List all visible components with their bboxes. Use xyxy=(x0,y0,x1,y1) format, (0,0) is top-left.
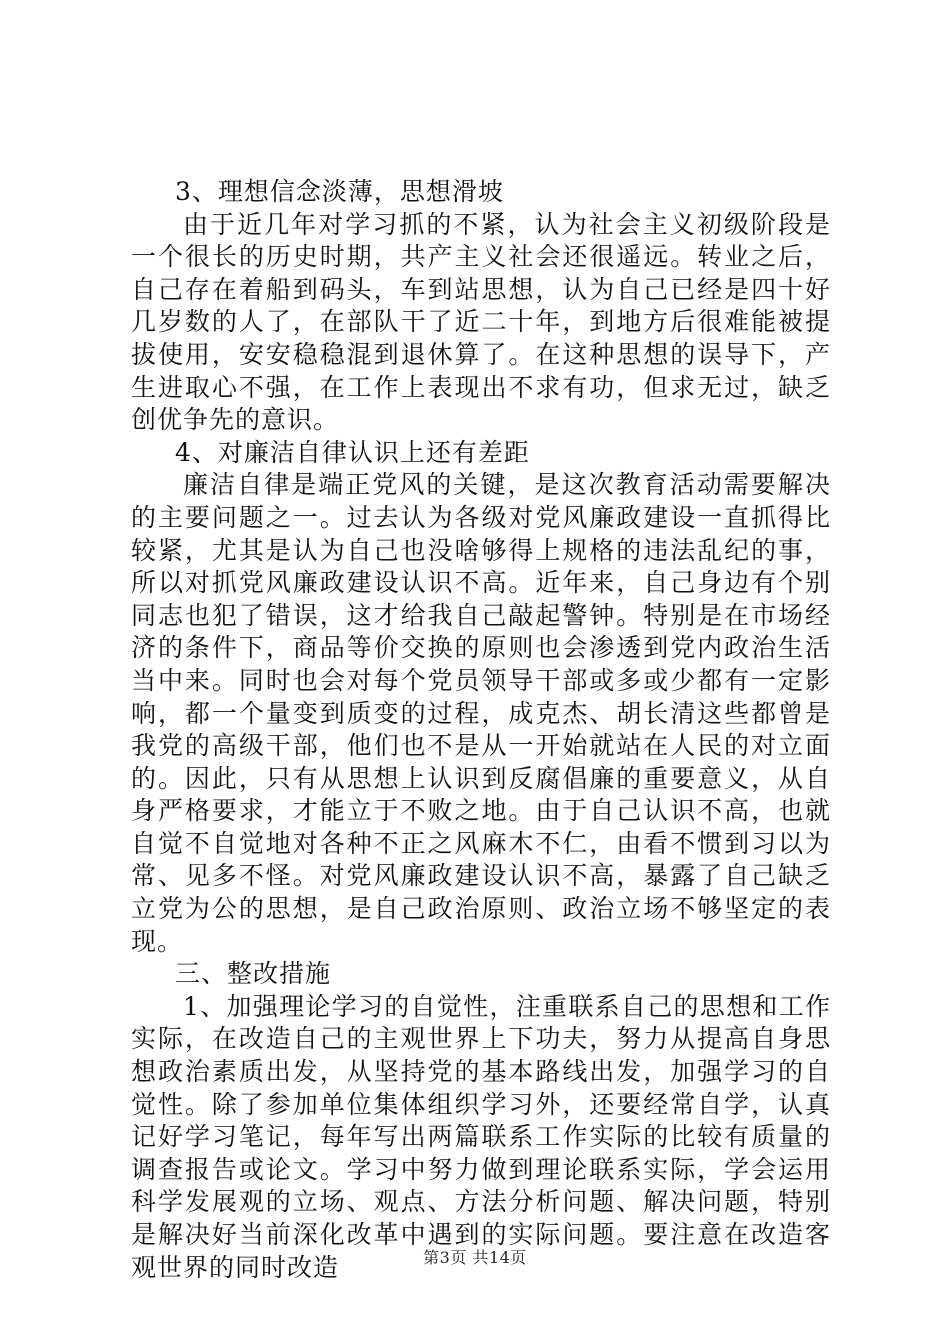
section-heading: 三、整改措施 xyxy=(175,959,332,989)
section-heading: 3、理想信念淡薄，思想滑坡 xyxy=(175,177,504,206)
body-paragraph: 廉洁自律是端正党风的关键，是这次教育活动需要解决的主要问题之一。过去认为各级对党风廉政建设一直抓得比较紧，尤其是认为自己也没啥够得上规格的违法乱纪的事，所以对抓党风廉政建设认识不高。近年来，自己身边有个别同志也犯了错误，这才给我自己敲起警钟。特别是在市场经济的条件下，商品等价交换的原则也会渗透到党内政治生活当中来。同时也会对每个党员领导干部或多或少都有一定影响，都一个量变到质变的过程，成克杰、胡长清这些都曾是我党的高级干部，他们也不是从一开始就站在人民的对立面的。因此，只有从思想上认识到反腐倡廉的重要意义，从自身严格要求，才能立于不败之地。由于自己认识不高，也就自觉不自觉地对各种不正之风麻木不仁，由看不惯到习以为常、见多不怪。对党风廉政建设认识不高，暴露了自己缺乏立党为公的思想，是自己政治原则、政治立场不够坚定的表现。 xyxy=(131,470,831,956)
page-footer xyxy=(0,1245,950,1268)
body-paragraph: 由于近几年对学习抓的不紧，认为社会主义初级阶段是一个很长的历史时期，共产主义社会还很遥远。转业之后，自己存在着船到码头，车到站思想，认为自己已经是四十好几岁数的人了，在部队干了近二十年，到地方后很难能被提拔使用，安安稳稳混到退休算了。在这种思想的误导下，产生进取心不强，在工作上表现出不求有功，但求无过，缺乏创优争先的意识。 xyxy=(131,209,831,435)
body-paragraph: 1、加强理论学习的自觉性，注重联系自己的思想和工作实际，在改造自己的主观世界上下功夫，努力从提高自身思想政治素质出发，从坚持党的基本路线出发，加强学习的自觉性。除了参加单位集体组织学习外，还要经常自学，认真记好学习笔记，每年写出两篇联系工作实际的比较有质量的调查报告或论文。学习中努力做到理论联系实际，学会运用科学发展观的立场、观点、方法分析问题、解决问题，特别是解决好当前深化改革中遇到的实际问题。要注意在改造客观世界的同时改造 xyxy=(131,991,831,1282)
section-heading: 4、对廉洁自律认识上还有差距 xyxy=(175,437,530,467)
page-number: 第3页 共14页 xyxy=(423,1248,527,1267)
document-body xyxy=(131,176,831,1284)
